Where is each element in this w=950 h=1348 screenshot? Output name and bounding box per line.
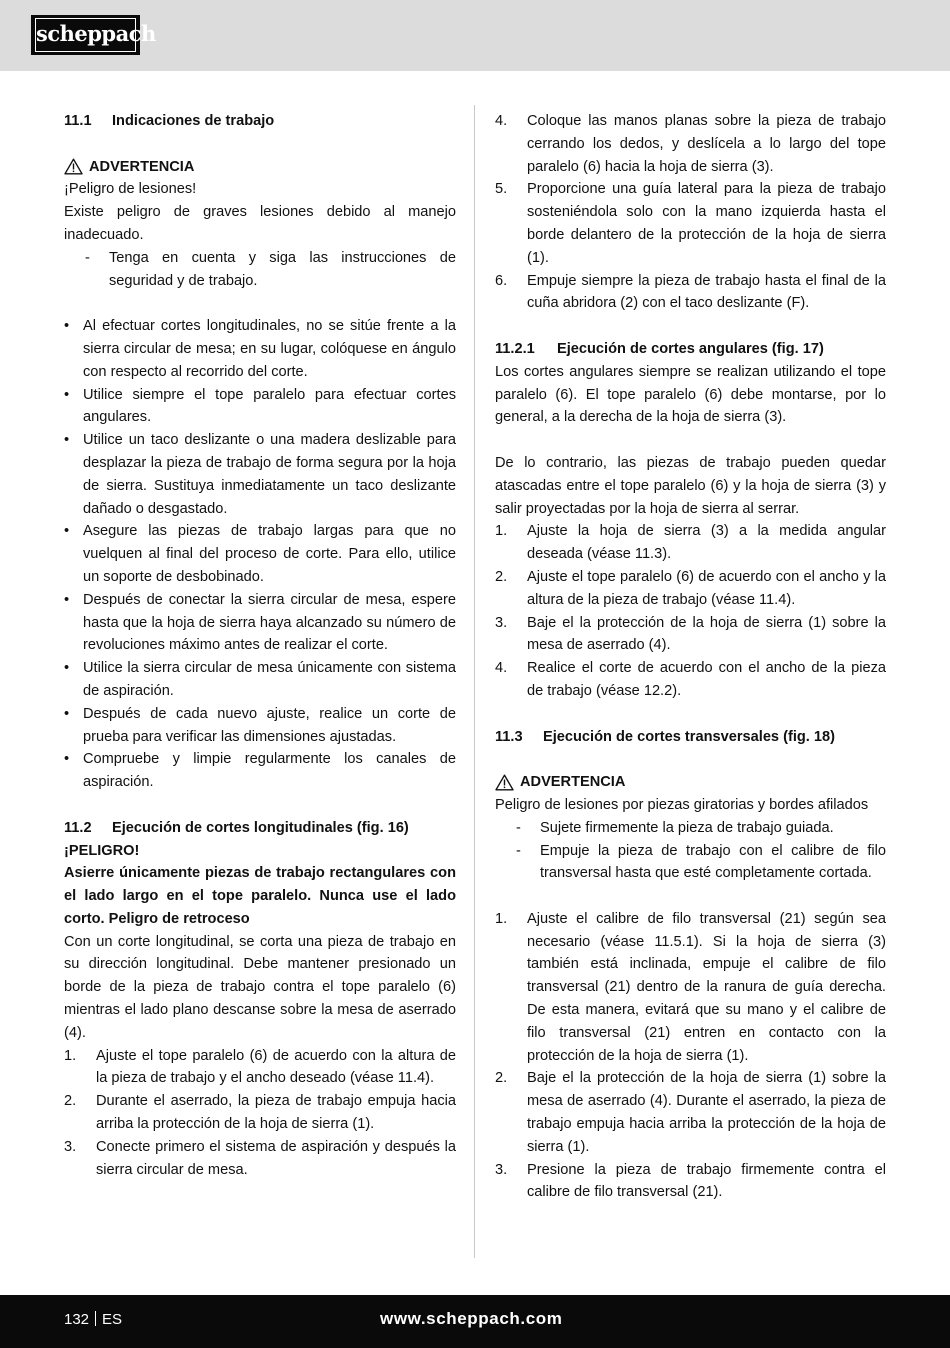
step-item: 3. Conecte primero el sistema de aspiración y después la sierra circular de mesa. [64, 1138, 456, 1178]
bullet-item: • Asegure las piezas de trabajo largas para que no vuelquen al final del proceso de corte. Para ello, utilice un soporte de desbobinado. [64, 520, 456, 588]
danger-text: Asierre únicamente piezas de trabajo rectangulares con el lado largo en el tope paralelo. Nunca use el lado corto. Peligro de retroceso [64, 865, 456, 927]
safety-bullet-list [64, 315, 456, 794]
warning-text: Peligro de lesiones por piezas giratorias y bordes afilados [495, 796, 869, 813]
bullet-item: • Compruebe y limpie regularmente los canales de aspiración. [64, 748, 456, 794]
step-item: 2. Ajuste el tope paralelo (6) de acuerdo con el ancho y la altura de la pieza de trabajo (véase 11.4). [495, 568, 886, 608]
section-heading-11-2-1: 11.2.1 Ejecución de cortes angulares (fig. 17) [495, 340, 824, 357]
body-paragraph: Con un corte longitudinal, se corta una pieza de trabajo en su dirección longitudinal. Debe mantener presionado un borde de la pieza de trabajo contra el tope paralelo (6) mientras el lado plano descanse sobre la mesa de aserrado (4). [64, 933, 456, 1041]
step-item: 1. Ajuste la hoja de sierra (3) a la medida angular deseada (véase 11.3). [495, 523, 886, 563]
warning-heading: ADVERTENCIA [64, 156, 456, 179]
section-heading-11-1: 11.1 Indicaciones de trabajo [64, 113, 275, 129]
bullet-item: • Al efectuar cortes longitudinales, no se sitúe frente a la sierra circular de mesa; en su lugar, colóquese en ángulo con respecto al recorrido del corte. [64, 315, 456, 383]
logo-text: scheppach [35, 18, 136, 52]
website-url: www.scheppach.com [380, 1309, 563, 1328]
step-item: 4. Coloque las manos planas sobre la pieza de trabajo cerrando los dedos, y deslícela a lo largo del tope paralelo (6) hacia la hoja de sierra (3). [495, 113, 886, 175]
dash-item: - Empuje la pieza de trabajo con el calibre de filo transversal hasta que esté completamente cortada. [516, 842, 886, 882]
step-item: 3. Presione la pieza de trabajo firmemente contra el calibre de filo transversal (21). [495, 1161, 886, 1201]
bullet-item: • Utilice un taco deslizante o una madera deslizable para desplazar la pieza de trabajo de forma segura por la hoja de sierra. Sustituya inmediatamente un taco deslizante dañado o desgastado. [64, 429, 456, 520]
step-item: 2. Durante el aserrado, la pieza de trabajo empuja hacia arriba la protección de la hoja de sierra (1). [64, 1093, 456, 1133]
bullet-item: • Utilice siempre el tope paralelo para efectuar cortes angulares. [64, 384, 456, 430]
warning-dash-list [64, 247, 456, 293]
warning-line: ¡Peligro de lesiones! [64, 181, 197, 198]
section-heading-11-3: 11.3 Ejecución de cortes transversales (fig. 18) [495, 728, 835, 745]
right-column [495, 110, 886, 1204]
steps-list [64, 1045, 456, 1182]
warning-line: Existe peligro de graves lesiones debido al manejo inadecuado. [64, 204, 456, 243]
bullet-item: • Después de cada nuevo ajuste, realice un corte de prueba para verificar las dimensiones ajustadas. [64, 703, 456, 749]
step-item: 1. Ajuste el calibre de filo transversal (21) según sea necesario (véase 11.5.1). Si la hoja de sierra (3) también está inclinada, empuje el calibre de filo transversal (21) dentro de la ranura de guía derecha. De esta manera, evitará que su mano y el calibre de filo transversal (21) entren en contacto con la protección de la hoja de sierra (1). [495, 910, 886, 1064]
warning-dash-list [495, 817, 886, 885]
steps-list [495, 520, 886, 702]
step-item: 1. Ajuste el tope paralelo (6) de acuerdo con la altura de la pieza de trabajo y el ancho deseado (véase 11.4). [64, 1047, 456, 1087]
warning-icon [495, 774, 514, 791]
language-code: ES [102, 1311, 123, 1328]
body-paragraph: De lo contrario, las piezas de trabajo pueden quedar atascadas entre el tope paralelo (6) y la hoja de sierra (3) y salir proyectadas por la hoja de sierra al serrar. [495, 454, 886, 517]
step-item: 2. Baje el la protección de la hoja de sierra (1) sobre la mesa de aserrado (4). Durante el aserrado, la pieza de trabajo empuja hacia arriba la protección de la hoja de sierra (1). [495, 1070, 886, 1155]
page-number: 132 ES [64, 1311, 123, 1328]
step-item: 3. Baje el la protección de la hoja de sierra (1) sobre la mesa de aserrado (4). [495, 614, 886, 654]
page-footer [0, 1295, 950, 1348]
body-paragraph: Los cortes angulares siempre se realizan utilizando el tope paralelo (6). El tope paralelo (6) debe montarse, por lo general, a la derecha de la hoja de sierra (3). [495, 363, 886, 426]
left-column [64, 110, 456, 1181]
danger-label: ¡PELIGRO! [64, 842, 140, 859]
section-heading-11-2: 11.2 Ejecución de cortes longitudinales (fig. 16) [64, 819, 409, 836]
step-item: 6. Empuje siempre la pieza de trabajo hasta el final de la cuña abridora (2) con el taco deslizante (F). [495, 272, 886, 312]
page-header [0, 0, 950, 71]
bullet-item: • Utilice la sierra circular de mesa únicamente con sistema de aspiración. [64, 657, 456, 703]
steps-list-continued [495, 110, 886, 315]
step-item: 5. Proporcione una guía lateral para la pieza de trabajo sosteniéndola solo con la mano izquierda hasta el borde delantero de la protección de la hoja de sierra (1). [495, 181, 886, 266]
warning-heading: ADVERTENCIA [495, 771, 886, 794]
bullet-item: • Después de conectar la sierra circular de mesa, espere hasta que la hoja de sierra haya alcanzado su número de revoluciones máximo antes de realizar el corte. [64, 589, 456, 657]
steps-list [495, 908, 886, 1204]
warning-icon [64, 158, 83, 175]
column-divider [474, 105, 475, 1258]
dash-item: - Sujete firmemente la pieza de trabajo guiada. [516, 819, 834, 836]
step-item: 4. Realice el corte de acuerdo con el ancho de la pieza de trabajo (véase 12.2). [495, 660, 886, 699]
scheppach-logo [31, 15, 156, 55]
dash-item: - Tenga en cuenta y siga las instrucciones de seguridad y de trabajo. [85, 249, 456, 289]
